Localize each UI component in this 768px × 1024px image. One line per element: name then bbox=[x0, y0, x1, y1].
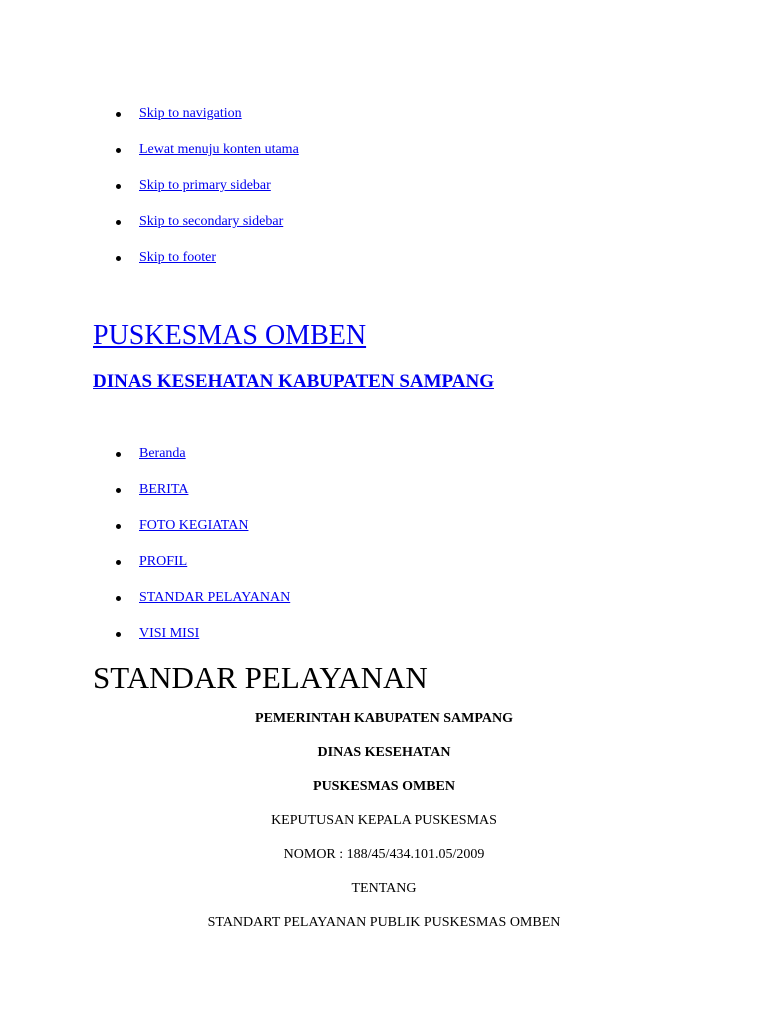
nav-link-profil[interactable]: PROFIL bbox=[139, 554, 188, 569]
skip-to-footer-link[interactable]: Skip to footer bbox=[139, 250, 216, 265]
list-item bbox=[93, 212, 299, 248]
bullet-icon bbox=[116, 596, 121, 601]
nav-item-beranda bbox=[93, 444, 290, 480]
skip-to-navigation-link[interactable]: Skip to navigation bbox=[139, 106, 242, 121]
skip-to-content-link[interactable]: Lewat menuju konten utama bbox=[139, 142, 299, 157]
doc-subject: STANDART PELAYANAN PUBLIK PUSKESMAS OMBEN bbox=[207, 915, 561, 930]
skip-links-list bbox=[93, 104, 299, 284]
bullet-icon bbox=[116, 184, 121, 189]
nav-link-standar-pelayanan[interactable]: STANDAR PELAYANAN bbox=[139, 590, 291, 605]
site-title-link[interactable]: PUSKESMAS OMBEN bbox=[93, 320, 367, 351]
bullet-icon bbox=[116, 560, 121, 565]
nav-link-foto-kegiatan[interactable]: FOTO KEGIATAN bbox=[139, 518, 249, 533]
doc-decree-number: NOMOR : 188/45/434.101.05/2009 bbox=[283, 847, 485, 862]
bullet-icon bbox=[116, 452, 121, 457]
bullet-icon bbox=[116, 220, 121, 225]
nav-item-foto-kegiatan bbox=[93, 516, 290, 552]
list-item bbox=[93, 104, 299, 140]
nav-link-beranda[interactable]: Beranda bbox=[139, 446, 186, 461]
bullet-icon bbox=[116, 488, 121, 493]
bullet-icon bbox=[116, 632, 121, 637]
main-navigation bbox=[93, 444, 290, 660]
nav-item-berita bbox=[93, 480, 290, 516]
list-item bbox=[93, 140, 299, 176]
nav-item-profil bbox=[93, 552, 290, 588]
bullet-icon bbox=[116, 256, 121, 261]
page-title: STANDAR PELAYANAN bbox=[93, 660, 428, 695]
bullet-icon bbox=[116, 112, 121, 117]
bullet-icon bbox=[116, 148, 121, 153]
nav-link-berita[interactable]: BERITA bbox=[139, 482, 189, 497]
bullet-icon bbox=[116, 524, 121, 529]
nav-item-visi-misi bbox=[93, 624, 290, 660]
doc-about-label: TENTANG bbox=[351, 881, 417, 896]
site-description-link[interactable]: DINAS KESEHATAN KABUPATEN SAMPANG bbox=[93, 371, 494, 392]
list-item bbox=[93, 176, 299, 212]
nav-link-visi-misi[interactable]: VISI MISI bbox=[139, 626, 200, 641]
site-description bbox=[93, 368, 494, 396]
doc-decree-title: KEPUTUSAN KEPALA PUSKESMAS bbox=[271, 813, 497, 828]
doc-puskesmas-heading: PUSKESMAS OMBEN bbox=[313, 779, 455, 794]
site-title bbox=[93, 318, 366, 354]
skip-to-secondary-sidebar-link[interactable]: Skip to secondary sidebar bbox=[139, 214, 284, 229]
skip-to-primary-sidebar-link[interactable]: Skip to primary sidebar bbox=[139, 178, 271, 193]
doc-government-heading: PEMERINTAH KABUPATEN SAMPANG bbox=[255, 711, 513, 726]
nav-item-standar-pelayanan bbox=[93, 588, 290, 624]
list-item bbox=[93, 248, 299, 284]
doc-agency-heading: DINAS KESEHATAN bbox=[317, 745, 451, 760]
